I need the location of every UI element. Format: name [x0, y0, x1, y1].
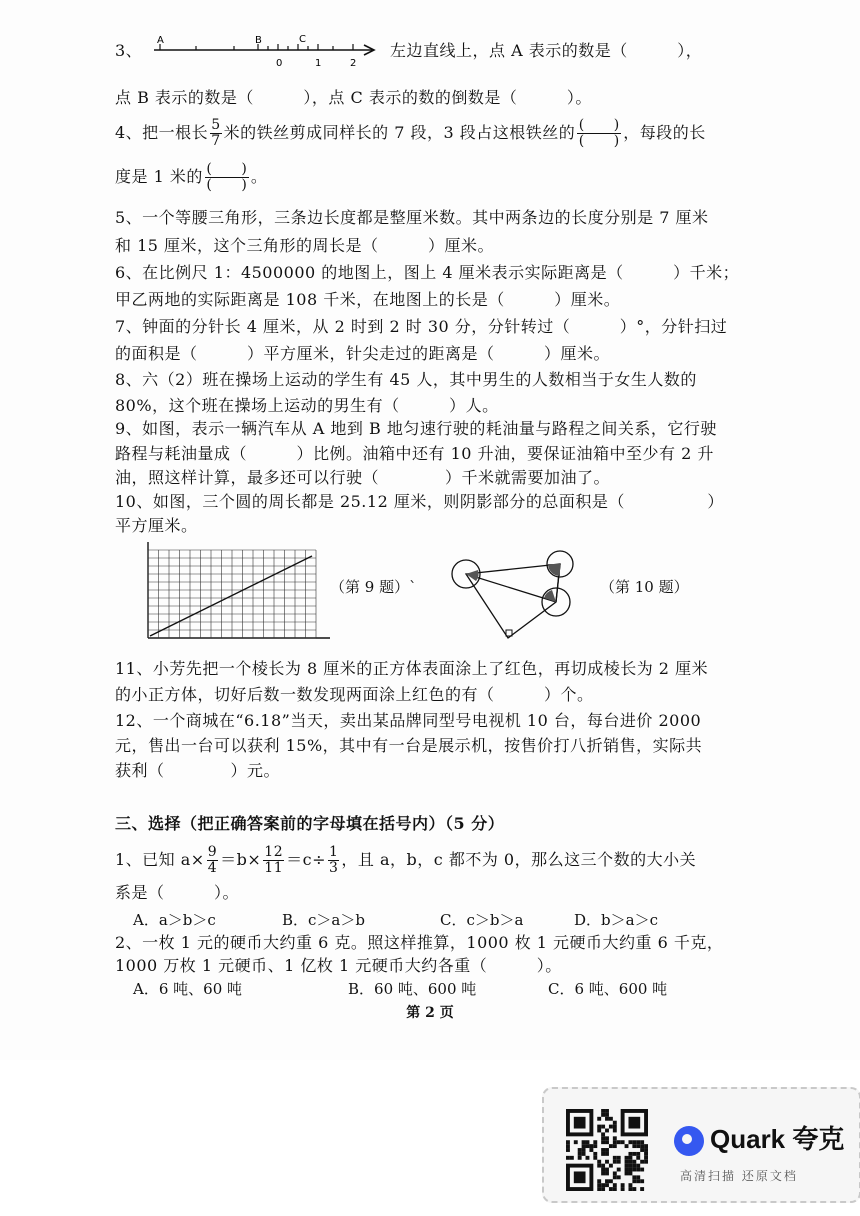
q4-line2	[115, 162, 267, 193]
fraction-1-3: $\frac{1}{3}$	[329, 844, 339, 876]
q12-line3: 获利（ ）元。	[115, 761, 281, 780]
choice-2-line2: 1000 万枚 1 元硬币、1 亿枚 1 元硬币大约各重（ ）。	[115, 956, 562, 975]
frac-den: 7	[211, 133, 221, 149]
q12-line2: 元，售出一台可以获利 15%，其中有一台是展示机，按售价打八折销售，实际共	[115, 736, 703, 755]
q10-line1: 10、如图，三个圆的周长都是 25.12 厘米，则阴影部分的总面积是（ ）	[115, 492, 724, 511]
choice-1-line1	[115, 845, 696, 876]
q8-line1: 8、六（2）班在操场上运动的学生有 45 人，其中男生的人数相当于女生人数的	[115, 370, 697, 389]
tick-label-0: 0	[276, 58, 283, 69]
blank-fraction: $\frac{( )}{( )}$	[578, 117, 620, 149]
fraction-five-sevenths	[210, 118, 221, 149]
q9-line2: 路程与耗油量成（ ）比例。油箱中还有 10 升油，要保证油箱中至少有 2 升	[115, 444, 714, 463]
q4-text-e: 。	[250, 167, 268, 186]
q6-line2: 甲乙两地的实际距离是 108 千米，在地图上的长是（ ）厘米。	[115, 290, 621, 309]
q4-text-d: 度是 1 米的	[115, 167, 203, 186]
q5-line2: 和 15 厘米，这个三角形的周长是（ ）厘米。	[115, 236, 495, 255]
q9-line1: 9、如图，表示一辆汽车从 A 地到 B 地匀速行驶的耗油量与路程之间关系，它行驶	[115, 419, 717, 438]
qr-code-icon	[566, 1109, 648, 1191]
frac-num: 5	[211, 117, 221, 133]
c1-text-b: ＝b×	[220, 850, 262, 869]
choice-2-line1: 2、一枚 1 元的硬币大约重 6 克。照这样推算，1000 枚 1 元硬币大约重 6 千克，	[115, 933, 724, 952]
point-a-label: A	[157, 35, 164, 46]
q3-text: 左边直线上，点 A 表示的数是（ ），	[390, 41, 703, 60]
shaded-sector-1	[466, 570, 479, 581]
q9-line3: 油，照这样计算，最多还可以行驶（ ）千米就需要加油了。	[115, 468, 611, 487]
section-3-heading: 三、选择（把正确答案前的字母填在括号内）（5 分）	[115, 814, 505, 833]
quark-watermark[interactable]	[542, 1087, 860, 1203]
q4-line1	[115, 118, 706, 149]
c1-text-c: ＝c÷	[286, 850, 326, 869]
q7-line1: 7、钟面的分针长 4 厘米，从 2 时到 2 时 30 分，分针转过（ ）°，分针扫过	[115, 317, 728, 336]
shaded-sector-2	[548, 564, 560, 576]
q8-line2: 80%，这个班在操场上运动的男生有（ ）人。	[115, 396, 499, 415]
fraction-9-4: $\frac{9}{4}$	[207, 844, 218, 876]
option-2a: A．6 吨、60 吨	[133, 980, 242, 998]
tick-label-2: 2	[350, 58, 357, 69]
option-2c: C．6 吨、600 吨	[548, 980, 668, 998]
quark-brand-text: Quark 夸克	[710, 1124, 845, 1154]
quark-tagline: 高清扫描 还原文档	[680, 1169, 798, 1183]
figure-9-graph	[142, 540, 334, 646]
q11-line2: 的小正方体，切好后数一数发现两面涂上红色的有（ ）个。	[115, 685, 594, 704]
option-1b: B．c＞a＞b	[282, 911, 365, 929]
point-c-label: C	[299, 34, 306, 45]
q3-line2: 点 B 表示的数是（ ），点 C 表示的数的倒数是（ ）。	[115, 88, 592, 107]
page-number: 第 2 页	[406, 1005, 454, 1021]
fraction-12-11: $\frac{12}{11}$	[264, 844, 284, 876]
q11-line1: 11、小芳先把一个棱长为 8 厘米的正方体表面涂上了红色，再切成棱长为 2 厘米	[115, 659, 709, 678]
choice-1-line2: 系是（ ）。	[115, 883, 240, 902]
figure-10-caption: （第 10 题）	[600, 578, 689, 596]
q3-line1	[115, 40, 142, 62]
figure-10-diagram	[448, 546, 578, 646]
q4-text-b: 米的铁丝剪成同样长的 7 段，3 段占这根铁丝的	[223, 123, 576, 142]
c1-text-d: ，且 a，b，c 都不为 0，那么这三个数的大小关	[341, 850, 697, 869]
quark-logo-icon	[674, 1126, 704, 1156]
option-1c: C．c＞b＞a	[440, 911, 524, 929]
point-b-label: B	[255, 35, 262, 46]
q12-line1: 12、一个商城在“6.18”当天，卖出某品牌同型号电视机 10 台，每台进价 2000	[115, 711, 702, 730]
q10-line2: 平方厘米。	[115, 516, 198, 535]
option-2b: B．60 吨、600 吨	[348, 980, 477, 998]
q5-line1: 5、一个等腰三角形，三条边长度都是整厘米数。其中两条边的长度分别是 7 厘米	[115, 208, 709, 227]
q7-line2: 的面积是（ ）平方厘米，针尖走过的距离是（ ）厘米。	[115, 344, 611, 363]
option-1a: A．a＞b＞c	[133, 911, 216, 929]
q4-text-c: ，每段的长	[623, 123, 706, 142]
number-line-figure	[148, 30, 383, 72]
q4-text-a: 4、把一根长	[115, 123, 209, 142]
c1-text-a: 1、已知 a×	[115, 850, 205, 869]
figure-9-caption: （第 9 题）`	[330, 578, 417, 596]
option-1d: D．b＞a＞c	[574, 911, 658, 929]
blank-fraction: $\frac{( )}{( )}$	[206, 161, 248, 193]
q3-number: 3、	[115, 41, 143, 60]
tick-label-1: 1	[315, 58, 322, 69]
quark-brand	[674, 1119, 844, 1156]
q6-line1: 6、在比例尺 1：4500000 的地图上，图上 4 厘米表示实际距离是（ ）千米；	[115, 263, 740, 282]
graph-line	[150, 556, 312, 636]
